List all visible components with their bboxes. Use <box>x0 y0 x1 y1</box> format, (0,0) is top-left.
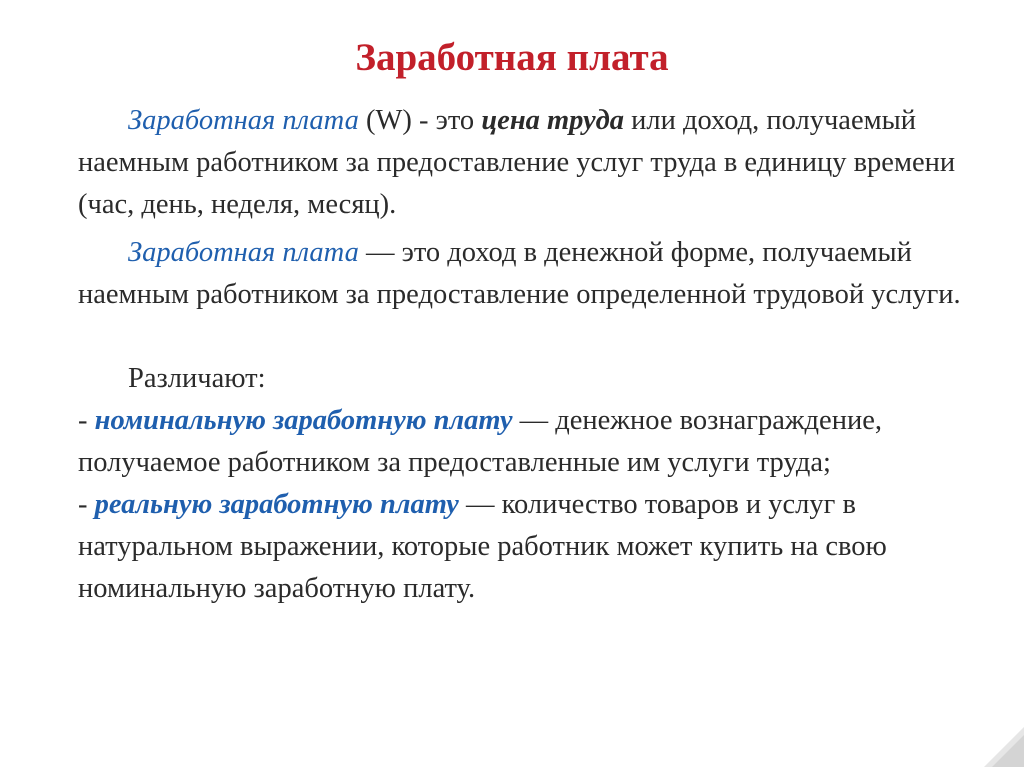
term-wage-2: Заработная плата <box>128 237 359 268</box>
list-dash: - <box>78 405 95 436</box>
list-dash: - <box>78 489 95 520</box>
definition-paragraph-1 <box>78 100 998 226</box>
list-item-nominal <box>78 400 998 484</box>
term-nominal-wage: номинальную заработную плату <box>94 405 513 436</box>
term-wage: Заработная плата <box>128 105 359 136</box>
distinguish-label: Различают: <box>128 363 266 394</box>
emphasis-labor-price: цена труда <box>481 105 625 136</box>
def1-text-1: (W) - это <box>358 105 482 136</box>
term-real-wage: реальную заработную плату <box>94 489 459 520</box>
slide-title: Заработная плата <box>355 36 669 79</box>
nominal-description: — денежное вознаграждение, получаемое работником за предоставленные им услуги труда; <box>78 405 882 478</box>
spacer <box>78 316 998 358</box>
def1-text-2: или доход, получаемый наемным работником за предоставление услуг труда в единицу времени (час, день, неделя, месяц). <box>78 105 956 220</box>
list-item-real <box>78 484 998 610</box>
real-description: — количество товаров и услуг в натуральном выражении, которые работник может купить на свою номинальную заработную плату. <box>78 489 887 604</box>
slide-body <box>78 100 998 610</box>
def2-text: — это доход в денежной форме, получаемый наемным работником за предоставление определенной трудовой услуги. <box>78 237 961 310</box>
definition-paragraph-2 <box>78 232 998 316</box>
page-corner-fold-icon <box>984 727 1024 767</box>
